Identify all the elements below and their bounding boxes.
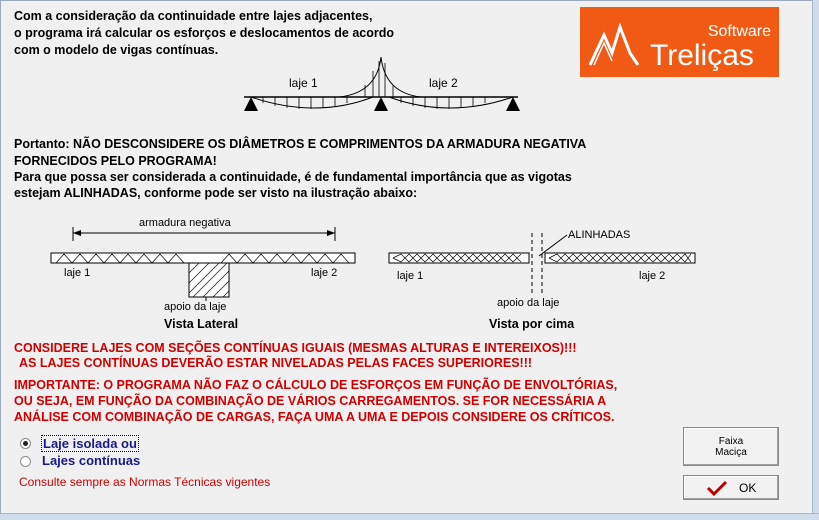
lateral-apoio-label: apoio da laje: [164, 301, 227, 313]
warning-line-3: Para que possa ser considerada a continuidade, é de fundamental importância que as vigotas: [14, 170, 572, 184]
note-important-2: OU SEJA, EM FUNÇÃO DA COMBINAÇÃO DE VÁRIOS CARREGAMENTOS. SE FOR NECESSÁRIA A: [14, 394, 607, 408]
logo-software-text: Software: [707, 23, 771, 40]
warning-line-1: Portanto: NÃO DESCONSIDERE OS DIÂMETROS E COMPRIMENTOS DA ARMADURA NEGATIVA: [14, 137, 587, 151]
lateral-caption: Vista Lateral: [164, 317, 239, 331]
top-laje-1-label: laje 1: [397, 270, 424, 282]
beam-label-laje-1: laje 1: [289, 76, 318, 90]
intro-line-3: com o modelo de vigas contínuas.: [14, 43, 219, 57]
window-frame-right: [812, 0, 819, 520]
lateral-laje-1-label: laje 1: [64, 267, 91, 279]
radio-selected-dot: [23, 441, 28, 446]
note-continuous-sections: CONSIDERE LAJES COM SEÇÕES CONTÍNUAS IGUAIS (MESMAS ALTURAS E INTEREIXOS)!!!: [14, 341, 577, 355]
faixa-macica-line-2: Maciça: [715, 447, 747, 458]
radio-laje-isolada-label[interactable]: Laje isolada ou: [43, 436, 137, 451]
lateral-laje-2-label: laje 2: [311, 267, 338, 279]
warning-line-2: FORNECIDOS PELO PROGRAMA!: [14, 154, 217, 168]
ok-button[interactable]: [683, 475, 779, 500]
logo-trelicas-text: Treliças: [650, 39, 754, 72]
radio-lajes-continuas[interactable]: [20, 456, 31, 467]
top-apoio-label: apoio da laje: [497, 297, 560, 309]
ok-button-label: OK: [739, 481, 757, 495]
intro-line-1: Com a consideração da continuidade entre lajes adjacentes,: [14, 9, 373, 23]
intro-line-2: o programa irá calcular os esforços e deslocamentos de acordo: [14, 26, 394, 40]
radio-laje-isolada[interactable]: [20, 438, 31, 449]
footer-norms-text: Consulte sempre as Normas Técnicas vigentes: [19, 475, 271, 489]
note-important-3: ANÁLISE COM COMBINAÇÃO DE CARGAS, FAÇA UMA A UMA E DEPOIS CONSIDERE OS CRÍTICOS.: [14, 410, 615, 424]
checkmark-icon: [706, 480, 728, 496]
lateral-armadura-label: armadura negativa: [139, 217, 231, 229]
top-laje-2-label: laje 2: [639, 270, 666, 282]
faixa-macica-button[interactable]: [683, 427, 779, 466]
window-frame-bottom: [0, 513, 819, 520]
top-view-diagram: [1, 1, 819, 341]
note-important-1: IMPORTANTE: O PROGRAMA NÃO FAZ O CÁLCULO DE ESFORÇOS EM FUNÇÃO DE ENVOLTÓRIAS,: [14, 378, 618, 392]
faixa-macica-line-1: Faixa: [718, 436, 744, 447]
top-caption: Vista por cima: [489, 317, 575, 331]
beam-label-laje-2: laje 2: [429, 76, 458, 90]
warning-line-4: estejam ALINHADAS, conforme pode ser visto na ilustração abaixo:: [14, 186, 418, 200]
radio-lajes-continuas-label[interactable]: Lajes contínuas: [42, 453, 141, 468]
note-leveled-slabs: AS LAJES CONTÍNUAS DEVERÃO ESTAR NIVELADAS PELAS FACES SUPERIORES!!!: [19, 356, 533, 370]
top-alinhadas-label: ALINHADAS: [568, 229, 631, 241]
